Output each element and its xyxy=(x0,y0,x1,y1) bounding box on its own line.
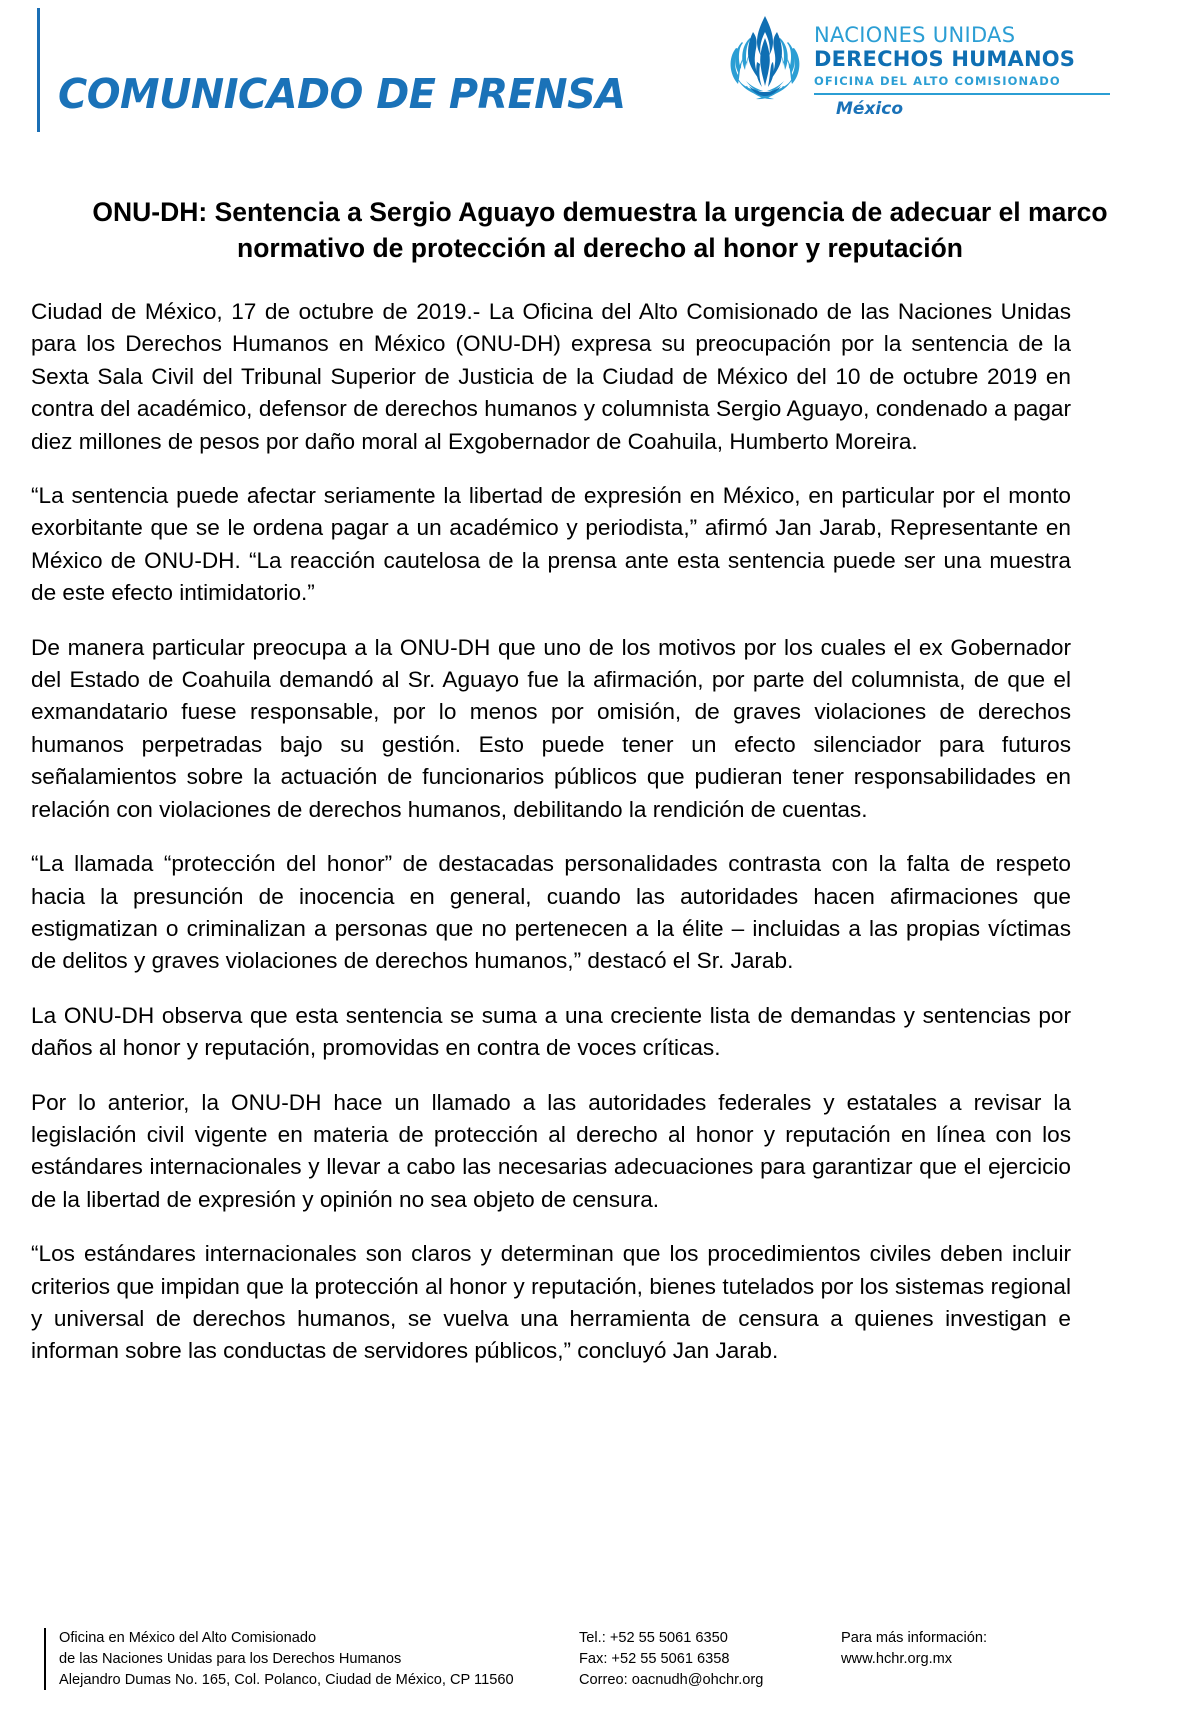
paragraph-observation: La ONU-DH observa que esta sentencia se suma a una creciente lista de demandas y sentencias por daños al honor y reputación, promovidas en contra de voces críticas. xyxy=(31,1002,1071,1061)
logo-country-mexico: México xyxy=(836,99,903,119)
paragraph-quote-jarab-1: “La sentencia puede afectar seriamente la libertad de expresión en México, en particular por el monto exorbitante que se le ordena pagar a un académico y periodista,” afirmó Jan Jarab, Representante en México de ONU-DH. “La reacción cautelosa de la prensa ante esta sentencia puede ser una muestra de este efecto intimidatorio.” xyxy=(31,483,1071,606)
paragraph-quote-jarab-3: “Los estándares internacionales son claros y determinan que los procedimientos civiles deben incluir criterios que impidan que la protección al honor y reputación, bienes tutelados por los sistemas regional y universal de derechos humanos, se vuelva una herramienta de censura a quienes investigan e informan sobre las conductas de servidores públicos,” concluyó Jan Jarab. xyxy=(31,1241,1071,1364)
paragraph-call-to-action: Por lo anterior, la ONU-DH hace un llamado a las autoridades federales y estatales a revisar la legislación civil vigente en materia de protección al derecho al honor y reputación en línea con los estándares internacionales y llevar a cabo las necesarias adecuaciones para garantizar que el ejercicio de la libertad de expresión y opinión no sea objeto de censura. xyxy=(31,1089,1071,1212)
paragraph-concern: De manera particular preocupa a la ONU-DH que uno de los motivos por los cuales el ex Gobernador del Estado de Coahuila demandó al Sr. Aguayo fue la afirmación, por parte del columnista, de que el exmandatario fuese responsable, por lo menos por omisión, de graves violaciones de derechos humanos perpetradas bajo su gestión. Esto puede tener un efecto silenciador para futuros señalamientos sobre la actuación de funcionarios públicos que pudieran tener responsabilidades en relación con violaciones de derechos humanos, debilitando la rendición de cuentas. xyxy=(31,634,1071,822)
footer-more-info-label: Para más información: xyxy=(841,1630,987,1646)
ohchr-logo-text xyxy=(814,14,1110,119)
page-title: ONU-DH: Sentencia a Sergio Aguayo demuestra la urgencia de adecuar el marco normativo de protección al derecho al honor y reputación xyxy=(92,197,1108,263)
footer-address-line-2: de las Naciones Unidas para los Derechos Humanos xyxy=(59,1651,402,1667)
footer-accent-bar xyxy=(44,1628,46,1690)
footer-website-link[interactable]: www.hchr.org.mx xyxy=(841,1651,953,1667)
logo-naciones-unidas: NACIONES UNIDAS xyxy=(814,23,1016,47)
press-release-label: COMUNICADO DE PRENSA xyxy=(58,70,626,118)
logo-oficina-alto-comisionado: OFICINA DEL ALTO COMISIONADO xyxy=(814,74,1061,88)
document-body xyxy=(31,296,1071,1368)
logo-divider xyxy=(814,93,1110,95)
logo-derechos-humanos: DERECHOS HUMANOS xyxy=(814,47,1076,71)
footer-address-line-1: Oficina en México del Alto Comisionado xyxy=(59,1630,317,1646)
paragraph-quote-jarab-2: “La llamada “protección del honor” de destacadas personalidades contrasta con la falta de respeto hacia la presunción de inocencia en general, cuando las autoridades hacen afirmaciones que estigmatizan o criminalizan a personas que no pertenecen a la élite – incluidas a las propias víctimas de delitos y graves violaciones de derechos humanos,” destacó el Sr. Jarab. xyxy=(31,851,1071,974)
ohchr-logo xyxy=(726,14,1110,119)
page-footer xyxy=(44,1628,1156,1691)
footer-fax: Fax: +52 55 5061 6358 xyxy=(579,1651,730,1667)
footer-more-info xyxy=(841,1628,1121,1670)
footer-address xyxy=(59,1628,579,1691)
footer-contact xyxy=(579,1628,841,1691)
footer-phone: Tel.: +52 55 5061 6350 xyxy=(579,1630,728,1646)
header-accent-rule xyxy=(37,8,40,132)
paragraph-lead: Ciudad de México, 17 de octubre de 2019.- La Oficina del Alto Comisionado de las Naciones Unidas para los Derechos Humanos en México (ONU-DH) expresa su preocupación por la sentencia de la Sexta Sala Civil del Tribunal Superior de Justicia de la Ciudad de México del 10 de octubre 2019 en contra del académico, defensor de derechos humanos y columnista Sergio Aguayo, condenado a pagar diez millones de pesos por daño moral al Exgobernador de Coahuila, Humberto Moreira. xyxy=(31,299,1071,454)
un-human-rights-emblem-icon xyxy=(726,14,804,106)
footer-email[interactable]: Correo: oacnudh@ohchr.org xyxy=(579,1672,764,1688)
page-header xyxy=(0,0,1200,150)
footer-address-line-3: Alejandro Dumas No. 165, Col. Polanco, Ciudad de México, CP 11560 xyxy=(59,1672,514,1688)
